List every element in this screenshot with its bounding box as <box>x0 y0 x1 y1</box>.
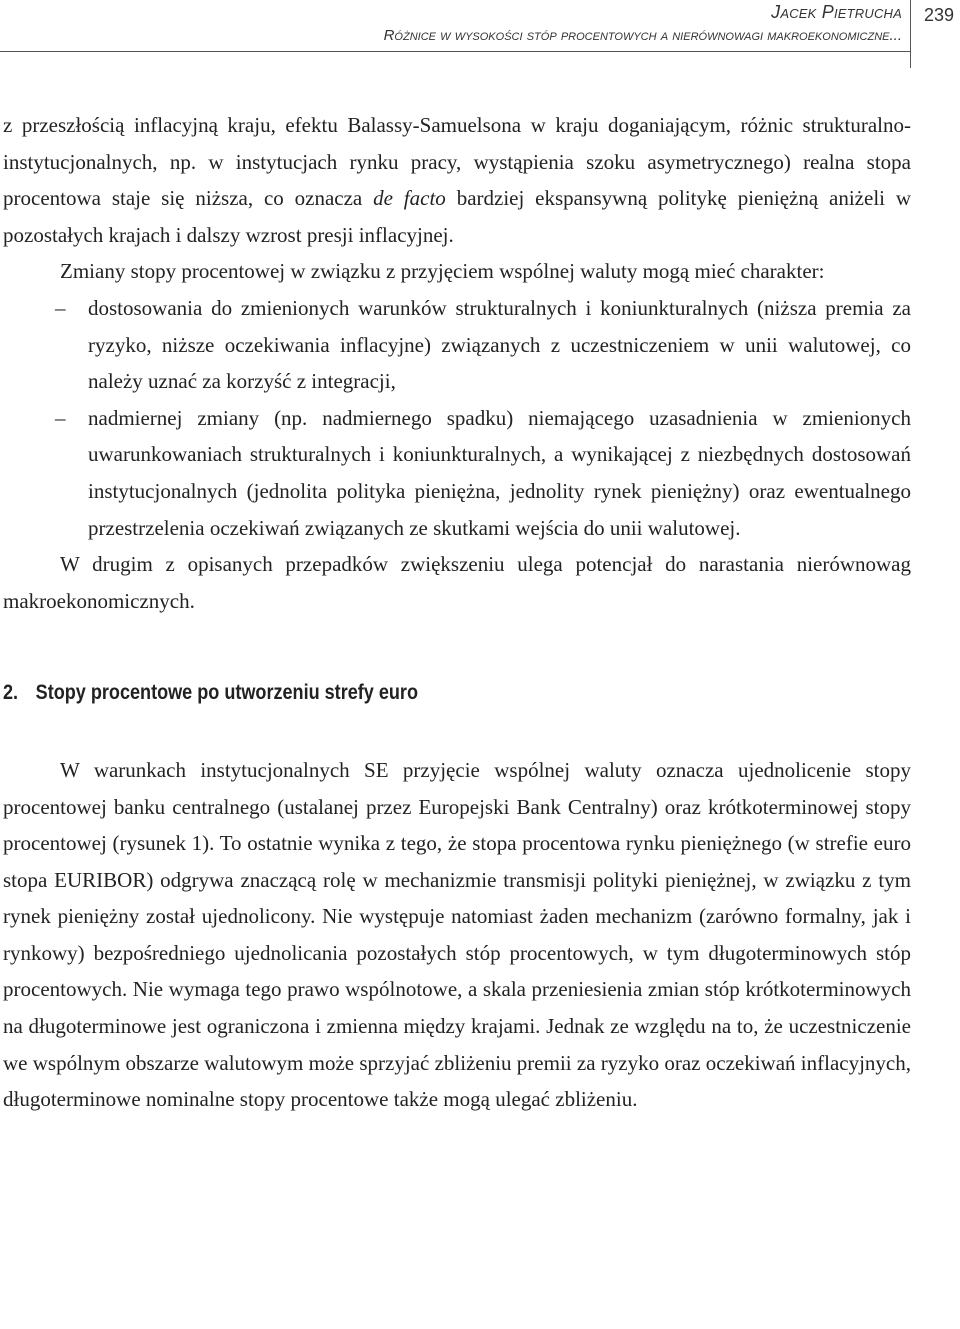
dash-list <box>3 290 911 546</box>
paragraph-2: Zmiany stopy procentowej w związku z przyjęciem wspólnej waluty mogą mieć charakter: <box>60 259 825 284</box>
italic-phrase: de facto <box>373 186 446 211</box>
dash-marker: – <box>55 295 66 320</box>
paragraph-4: W warunkach instytucjonalnych SE przyjęcie wspólnej waluty oznacza ujednolicenie stopy procentowej banku centralnego (ustalanej przez Europejski Bank Centralny) oraz krótkoterminowej stopy procentowej (rysunek 1). To ostatnie wynika z tego, że stopa procentowa rynku pieniężnego (w strefie euro stopa EURIBOR) odgrywa znaczącą rolę w mechanizmie transmisji polityki pieniężnej, w związku z tym rynek pieniężny został ujednolicony. Nie występuje natomiast żaden mechanizm (zarówno formalny, jak i rynkowy) bezpośredniego ujednolicania pozostałych stóp procentowych, w tym długoterminowych stóp procentowych. Nie wymaga tego prawo wspólnotowe, a skala przeniesienia zmian stóp krótkoterminowych na długoterminowe jest ograniczona i zmienna między krajami. Jednak ze względu na to, że uczestniczenie we wspólnym obszarze walutowym może sprzyjać zbliżeniu premii za ryzyko oraz oczekiwań inflacyjnych, długoterminowe nominalne stopy procentowe także mogą ulegać zbliżeniu. <box>3 757 911 1112</box>
header-vertical-rule <box>910 0 911 68</box>
page-header <box>0 0 960 70</box>
list-item-text: nadmiernej zmiany (np. nadmiernego spadku) niemającego uzasadnienia w zmienionych uwarunkowaniach strukturalnych i koniunkturalnych, a wynikającej z niezbędnych dostosowań instytucjonalnych (jednolita polityka pieniężna, jednolity rynek pieniężny) oraz ewentualnego przestrzelenia oczekiwań związanych ze skutkami wejścia do unii walutowej. <box>88 405 911 540</box>
header-rule <box>0 51 910 52</box>
paragraph-1-end: bardziej ekspansywną politykę pieniężną aniżeli w pozostałych krajach i dalszy wzrost presji inflacyjnej. <box>3 186 912 247</box>
page-number: 239 <box>924 5 955 25</box>
paragraph-1-text: z przeszłością inflacyjną kraju, efektu Balassy-Samuelsona w kraju doganiającym, różnic strukturalno-instytucjonalnych, np. w instytucjach rynku pracy, wystąpienia szoku asymetrycznego) realna stopa procentowa staje się niższa, co oznacza <box>3 113 911 211</box>
page-body <box>3 107 911 1118</box>
paragraph-3: W drugim z opisanych przepadków zwiększeniu ulega potencjał do narastania nierównowag makroekonomicznych. <box>3 552 911 613</box>
section-heading <box>3 675 784 712</box>
list-item-text: dostosowania do zmienionych warunków strukturalnych i koniunkturalnych (niższa premia za ryzyko, niższe oczekiwania inflacyjne) związanych z uczestniczeniem w unii walutowej, co należy uznać za korzyść z integracji, <box>88 295 911 394</box>
running-author: Jacek Pietrucha <box>771 2 902 22</box>
section-number: 2. <box>3 681 19 705</box>
list-item <box>3 400 911 546</box>
list-item <box>3 290 911 400</box>
paragraph-1 <box>3 107 911 253</box>
dash-marker: – <box>55 405 66 430</box>
section-title: Stopy procentowe po utworzeniu strefy euro <box>35 681 418 705</box>
running-title: Różnice w wysokości stóp procentowych a nierównowagi makroekonomiczne... <box>383 27 902 44</box>
